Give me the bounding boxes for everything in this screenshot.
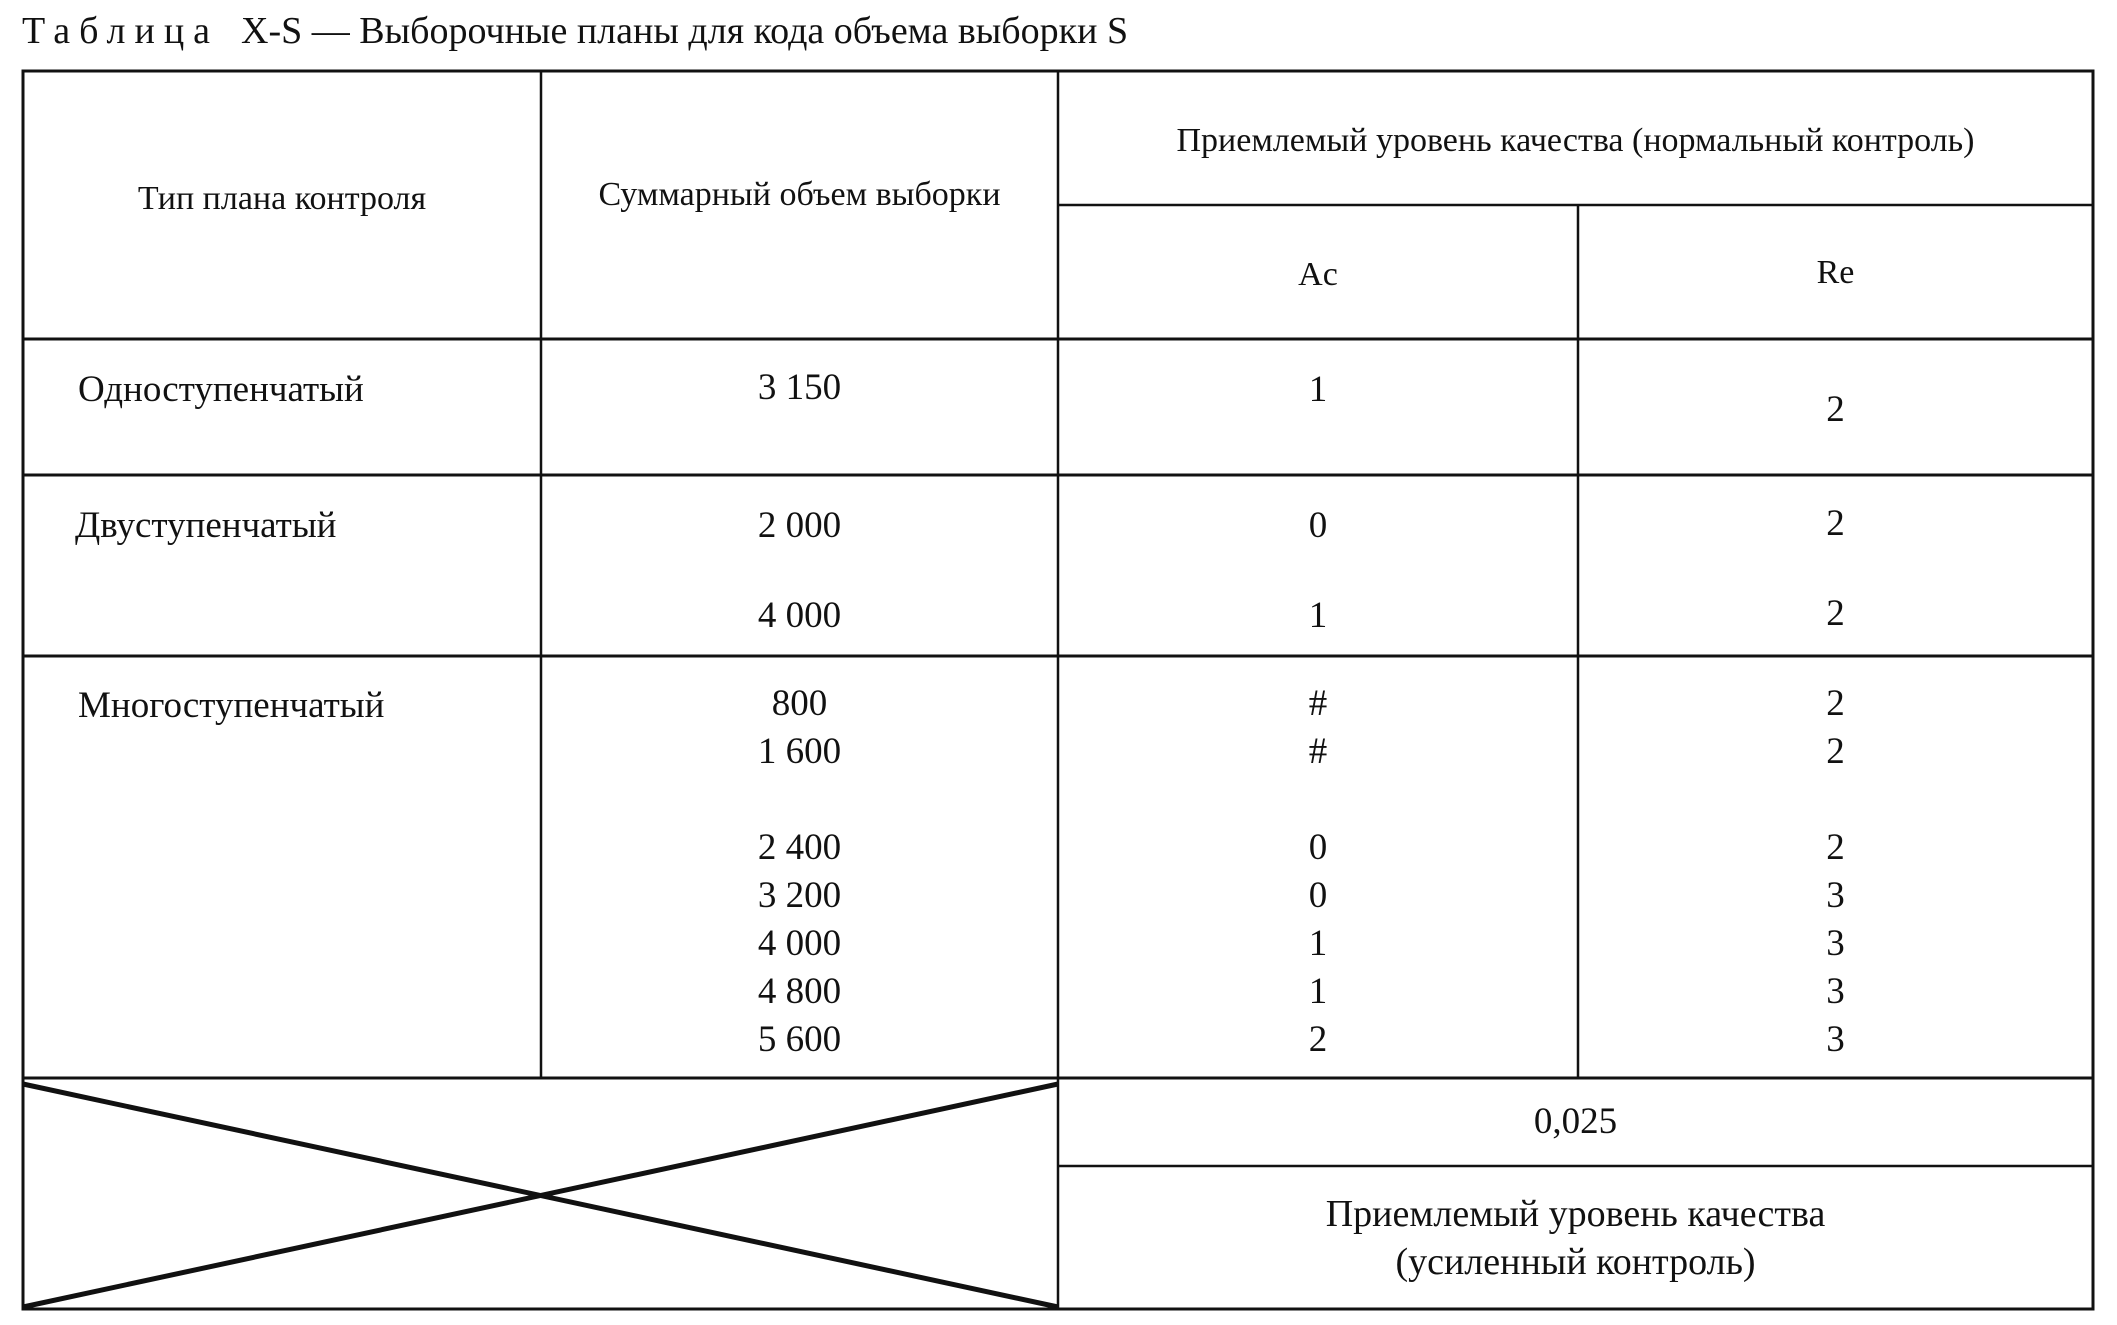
ac-value: 2: [1308, 1019, 1328, 1060]
header-aql-normal: Приемлемый уровень качества (нормальный контроль): [1176, 122, 1975, 159]
re-single: [1578, 386, 2093, 434]
aql-value: 0,025: [1533, 1101, 1618, 1142]
aql-tightened-label: [1058, 1190, 2093, 1286]
ac-multiple: [1058, 680, 1578, 1064]
sizes-single: [541, 364, 1058, 412]
re-double: [1578, 500, 2093, 638]
table-caption: [22, 6, 1128, 56]
re-value: 2: [1826, 827, 1845, 868]
aql-tightened-line-2: (усиленный контроль): [1395, 1241, 1756, 1283]
caption-label: Таблица: [22, 10, 220, 52]
plan-type-double: Двуступенчатый: [75, 505, 337, 546]
ac-value: #: [1308, 683, 1328, 724]
re-value: 3: [1826, 923, 1845, 964]
re-multiple: [1578, 680, 2093, 1064]
re-value: 2: [1826, 683, 1845, 724]
re-value: 3: [1826, 1019, 1845, 1060]
re-value: 2: [1826, 389, 1845, 430]
size-value: 3 150: [757, 367, 842, 408]
ac-value: 1: [1308, 923, 1328, 964]
cross-line-2: [23, 1084, 1058, 1307]
size-value: 4 000: [757, 923, 842, 964]
size-value: 2 000: [757, 505, 842, 546]
ac-value: 1: [1308, 369, 1328, 410]
sizes-multiple: [541, 680, 1058, 1064]
cross-line-1: [23, 1084, 1058, 1307]
ac-value: #: [1308, 731, 1328, 772]
ac-value: 0: [1308, 827, 1328, 868]
plan-type-multiple: Многоступенчатый: [78, 685, 385, 726]
size-value: 800: [771, 683, 828, 724]
ac-single: [1058, 366, 1578, 414]
header-plan-type: Тип плана контроля: [137, 180, 427, 217]
re-value: 2: [1826, 593, 1845, 634]
size-value: 3 200: [757, 875, 842, 916]
size-value: 4 800: [757, 971, 842, 1012]
sizes-double: [541, 502, 1058, 640]
ac-value: 1: [1308, 971, 1328, 1012]
ac-value: 1: [1308, 595, 1328, 636]
header-ac: Ac: [1298, 256, 1338, 293]
aql-tightened-line-1: Приемлемый уровень качества: [1325, 1193, 1826, 1235]
re-value: 2: [1826, 731, 1845, 772]
caption-title: X-S — Выборочные планы для кода объема выборки S: [241, 10, 1129, 52]
ac-value: 0: [1308, 875, 1328, 916]
ac-value: 0: [1308, 505, 1328, 546]
re-value: 3: [1826, 875, 1845, 916]
size-value: 4 000: [757, 595, 842, 636]
size-value: 1 600: [757, 731, 842, 772]
size-value: 2 400: [757, 827, 842, 868]
ac-double: [1058, 502, 1578, 640]
size-value: 5 600: [757, 1019, 842, 1060]
header-re: Re: [1816, 254, 1855, 291]
plan-type-single: Одноступенчатый: [78, 369, 364, 410]
re-value: 3: [1826, 971, 1845, 1012]
header-total-sample: Суммарный объем выборки: [598, 176, 1001, 213]
re-value: 2: [1826, 503, 1845, 544]
